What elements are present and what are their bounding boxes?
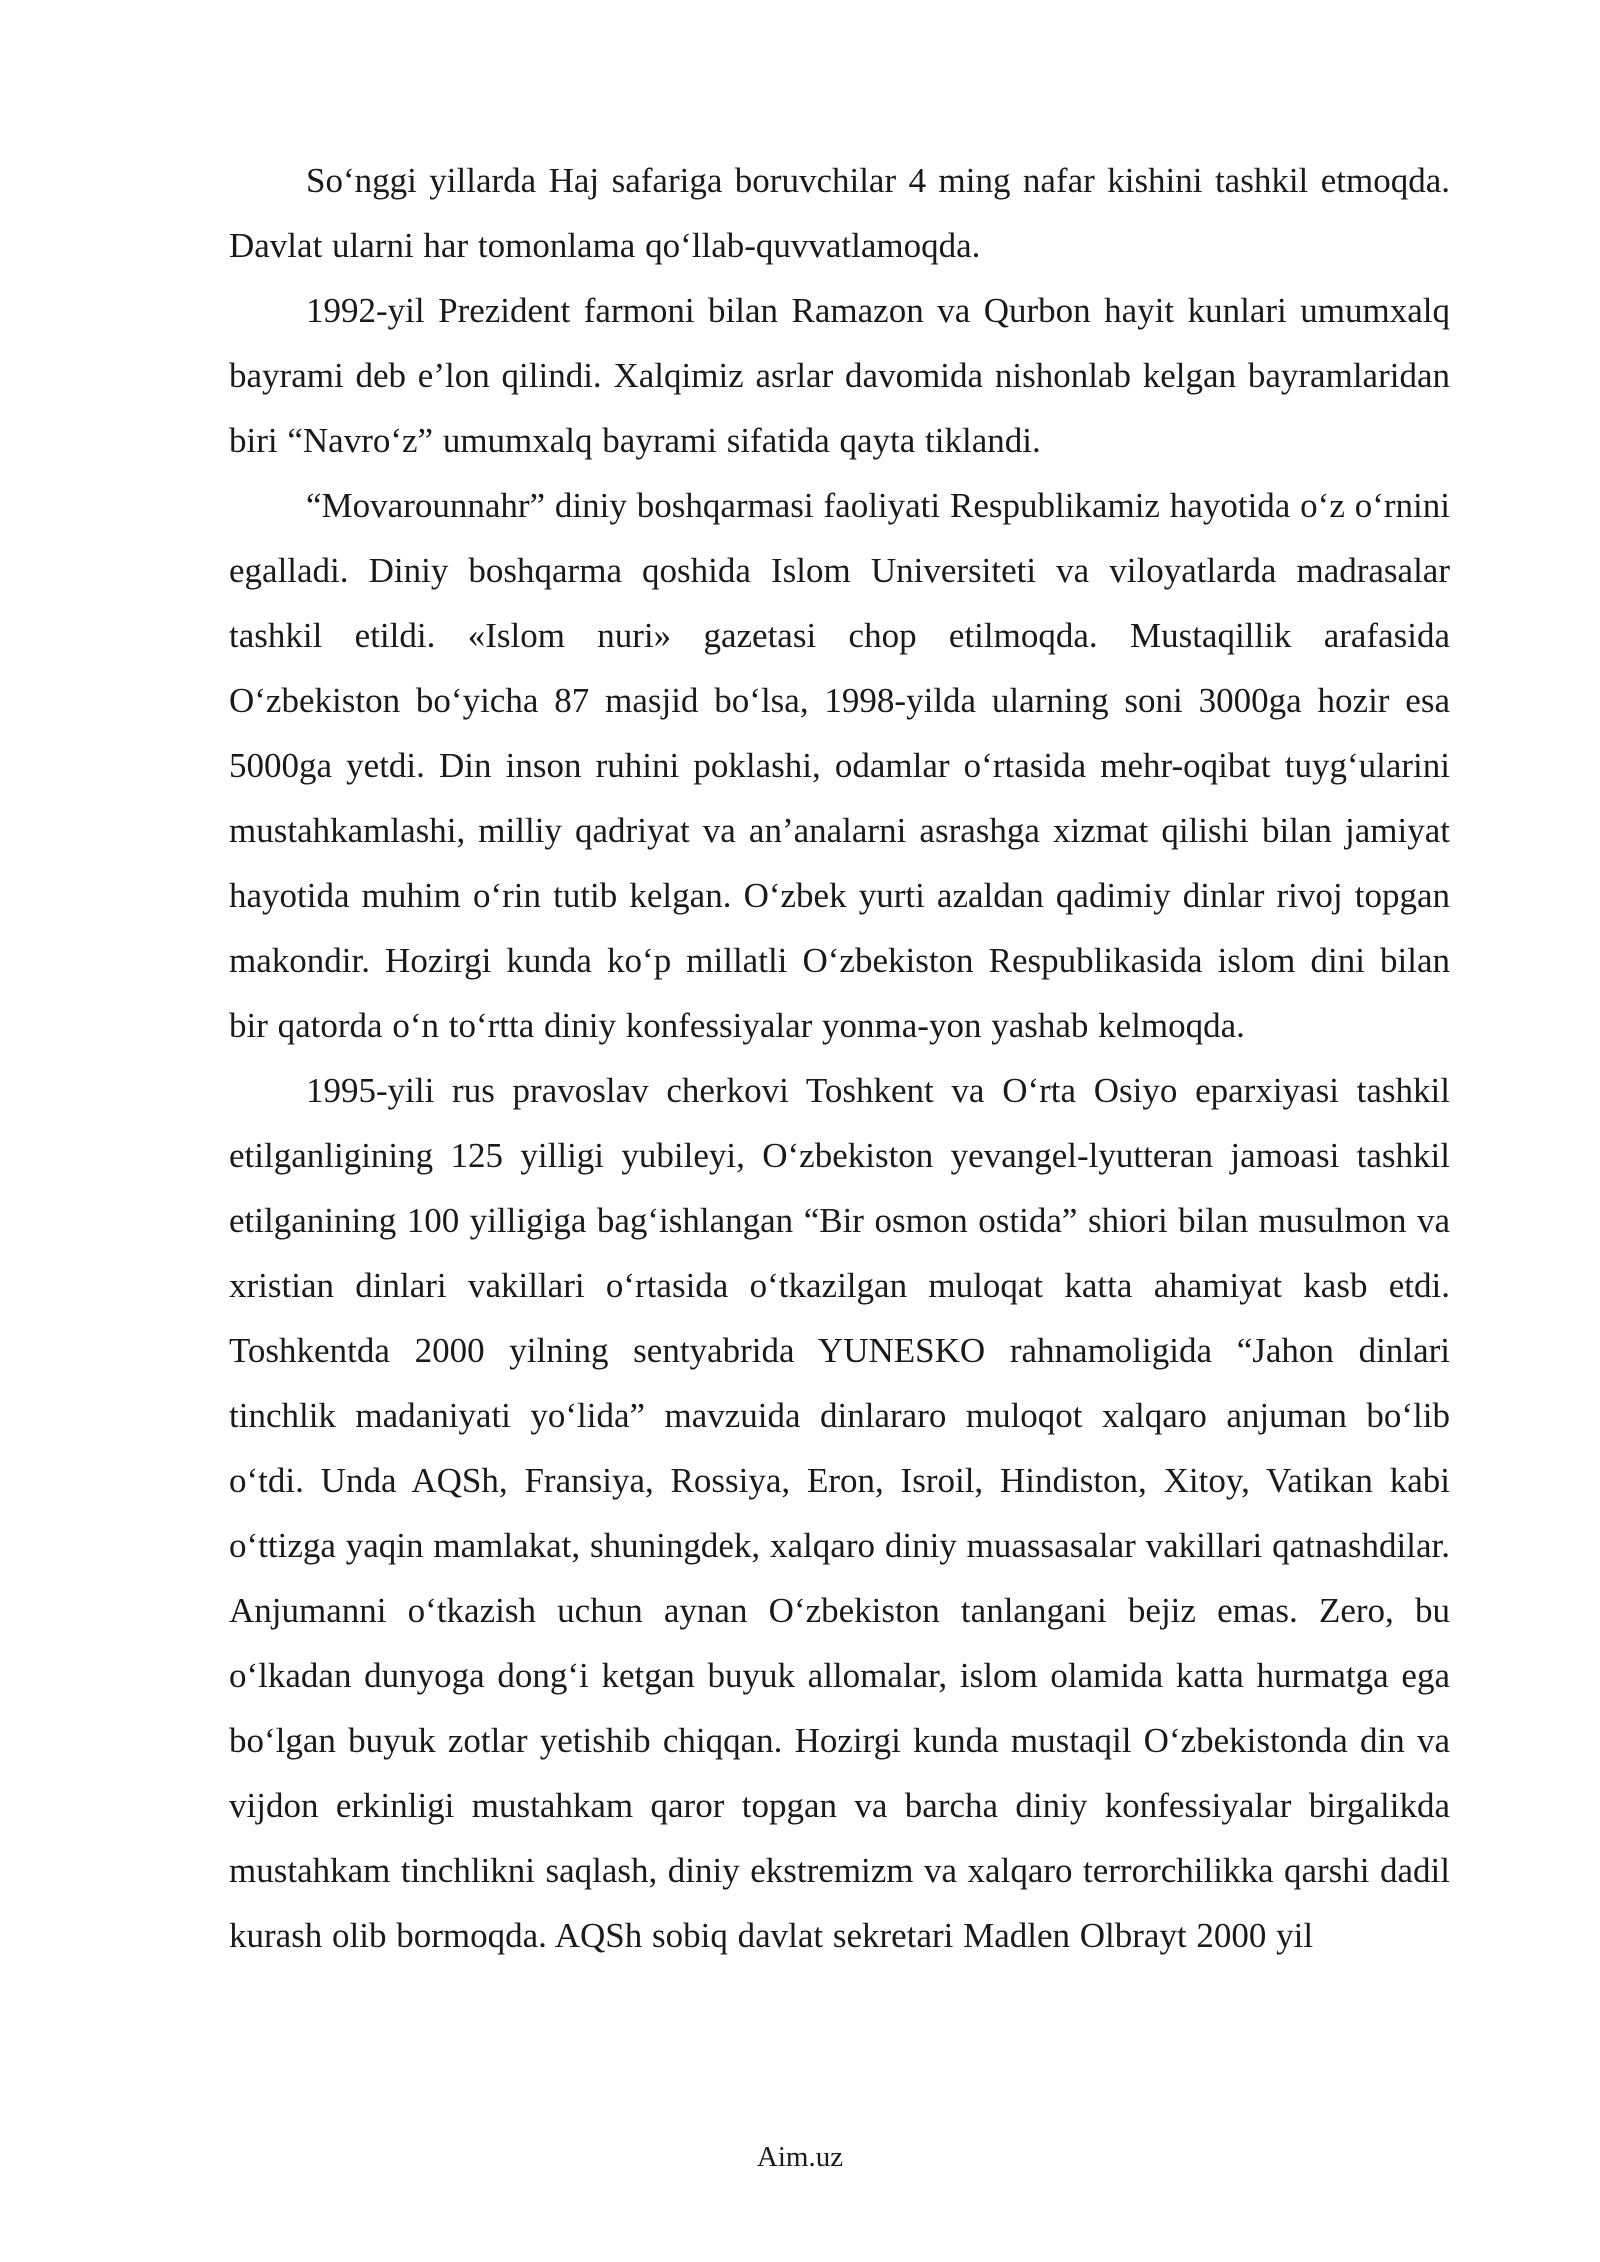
page-footer: Aim.uz [756,2141,844,2173]
document-body [229,148,1450,1968]
paragraph-hajj: So‘nggi yillarda Haj safariga boruvchilar 4 ming nafar kishini tashkil etmoqda. Davlat ularni har tomonlama qo‘llab-quvvatlamoqda. [229,161,1450,265]
paragraph-religious-board: “Movarounnahr” diniy boshqarmasi faoliyati Respublikamiz hayotida o‘z o‘rnini egalladi. Diniy boshqarma qoshida Islom Universiteti va viloyatlarda madrasalar tashkil etildi. «Islom nuri» gazetasi chop etilmoqda. Mustaqillik arafasida O‘zbekiston bo‘yicha 87 masjid bo‘lsa, 1998-yilda ularning soni 3000ga hozir esa 5000ga yetdi. Din inson ruhini poklashi, odamlar o‘rtasida mehr-oqibat tuyg‘ularini mustahkamlashi, milliy qadriyat va an’analarni asrashga xizmat qilishi bilan jamiyat hayotida muhim o‘rin tutib kelgan. O‘zbek yurti azaldan qadimiy dinlar rivoj topgan makondir. Hozirgi kunda ko‘p millatli O‘zbekiston Respublikasida islom dini bilan bir qatorda o‘n to‘rtta diniy konfessiyalar yonma-yon yashab kelmoqda. [229,486,1450,1045]
paragraph-holidays: 1992-yil Prezident farmoni bilan Ramazon va Qurbon hayit kunlari umumxalq bayrami deb e’lon qilindi. Xalqimiz asrlar davomida nishonlab kelgan bayramlaridan biri “Navro‘z” umumxalq bayrami sifatida qayta tiklandi. [229,291,1450,460]
paragraph-interfaith-dialogue: 1995-yili rus pravoslav cherkovi Toshkent va O‘rta Osiyo eparxiyasi tashkil etilganligining 125 yilligi yubileyi, O‘zbekiston yevangel-lyutteran jamoasi tashkil etilganining 100 yilligiga bag‘ishlangan “Bir osmon ostida” shiori bilan musulmon va xristian dinlari vakillari o‘rtasida o‘tkazilgan muloqat katta ahamiyat kasb etdi. Toshkentda 2000 yilning sentyabrida YUNESKO rahnamoligida “Jahon dinlari tinchlik madaniyati yo‘lida” mavzuida dinlararo muloqot xalqaro anjuman bo‘lib o‘tdi. Unda AQSh, Fransiya, Rossiya, Eron, Isroil, Hindiston, Xitoy, Vatikan kabi o‘ttizga yaqin mamlakat, shuningdek, xalqaro diniy muassasalar vakillari qatnashdilar. Anjumanni o‘tkazish uchun aynan O‘zbekiston tanlangani bejiz emas. Zero, bu o‘lkadan dunyoga dong‘i ketgan buyuk allomalar, islom olamida katta hurmatga ega bo‘lgan buyuk zotlar yetishib chiqqan. Hozirgi kunda mustaqil O‘zbekistonda din va vijdon erkinligi mustahkam qaror topgan va barcha diniy konfessiyalar birgalikda mustahkam tinchlikni saqlash, diniy ekstremizm va xalqaro terrorchilikka qarshi dadil kurash olib bormoqda. AQSh sobiq davlat sekretari Madlen Olbrayt 2000 yil [229,1071,1450,1955]
